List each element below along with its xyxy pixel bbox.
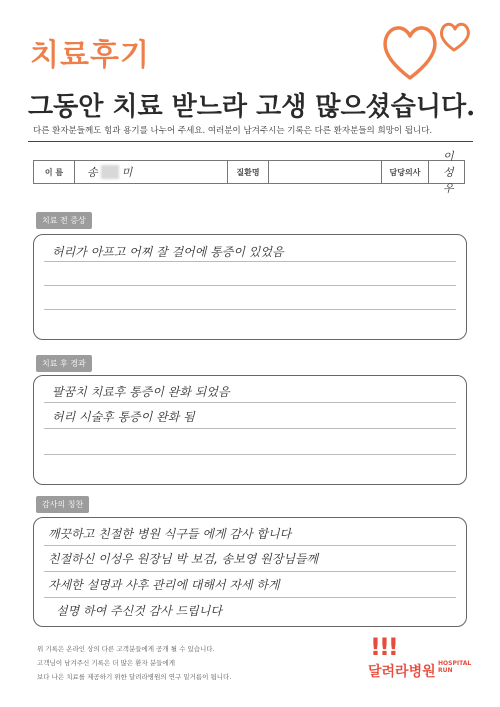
- section-label-thanks: 감사의 칭찬: [36, 496, 89, 513]
- section-label-after: 치료 후 경과: [36, 355, 92, 372]
- ruled-line: [44, 402, 456, 403]
- ruled-line: [44, 285, 456, 286]
- logo-en-1: HOSPITAL: [438, 660, 472, 667]
- ruled-line: [44, 261, 456, 262]
- subtitle: 다른 환자분들께도 힘과 용기를 나누어 주세요. 여러분이 남겨주시는 기록은 다른 환자분들의 희망이 됩니다.: [33, 126, 433, 136]
- ruled-line: [44, 597, 456, 598]
- section-box-after: [33, 375, 467, 485]
- handwritten-line: 팔꿈치 치료후 통증이 완화 되었음: [52, 385, 230, 399]
- footer-note: 위 기록은 온라인 상의 다른 고객분들에게 공개 될 수 있습니다.: [37, 645, 215, 653]
- logo-en-2: RUN: [438, 667, 453, 674]
- name-value: [75, 161, 228, 183]
- footer-note: 보다 나은 치료를 제공하기 위한 달려라병원의 연구 밑거름이 됩니다.: [37, 673, 232, 681]
- handwritten-line: 허리가 아프고 어찌 잘 걸어에 통증이 있었음: [52, 245, 284, 259]
- ruled-line: [44, 428, 456, 429]
- ruled-line: [44, 454, 456, 455]
- name-value-end: 미: [121, 166, 133, 179]
- name-value-start: 송: [87, 166, 98, 179]
- handwritten-line: 허리 시술후 통증이 완화 됨: [52, 410, 195, 424]
- ruled-line: [44, 571, 456, 572]
- logo: 달려라병원: [368, 664, 436, 680]
- section-label-before: 치료 전 증상: [36, 212, 92, 229]
- doctor-label: 담당의사: [382, 161, 429, 183]
- form-title: 치료후기: [30, 38, 150, 73]
- headline: 그동안 치료 받느라 고생 많으셨습니다.: [28, 92, 476, 122]
- name-label: 이 름: [34, 161, 75, 183]
- handwritten-line: 깨끗하고 친절한 병원 식구들 에게 감사 합니다: [48, 527, 292, 541]
- ruled-line: [44, 309, 456, 310]
- hearts-icon: [380, 18, 475, 83]
- section-box-thanks: [33, 517, 467, 627]
- ruled-line: [44, 545, 456, 546]
- redacted-blur: [101, 165, 119, 179]
- handwritten-line: 설명 하여 주신것 감사 드립니다: [56, 604, 222, 618]
- divider: [28, 141, 473, 142]
- handwritten-line: 자세한 설명과 사후 관리에 대해서 자세 하게: [48, 578, 280, 592]
- disease-label: 질환명: [228, 161, 269, 183]
- section-box-before: [33, 234, 467, 340]
- info-row: [33, 150, 465, 195]
- logo-marks: !!!: [370, 633, 397, 661]
- doctor-value: 이 성우: [443, 150, 454, 195]
- logo-en: [438, 660, 471, 674]
- footer-note: 고객님이 남겨주신 기록은 더 많은 환자 분들에게: [37, 659, 175, 667]
- disease-value: [269, 161, 382, 183]
- handwritten-line: 친절하신 이성우 원장님 박 보검, 송보영 원장님들께: [48, 552, 319, 566]
